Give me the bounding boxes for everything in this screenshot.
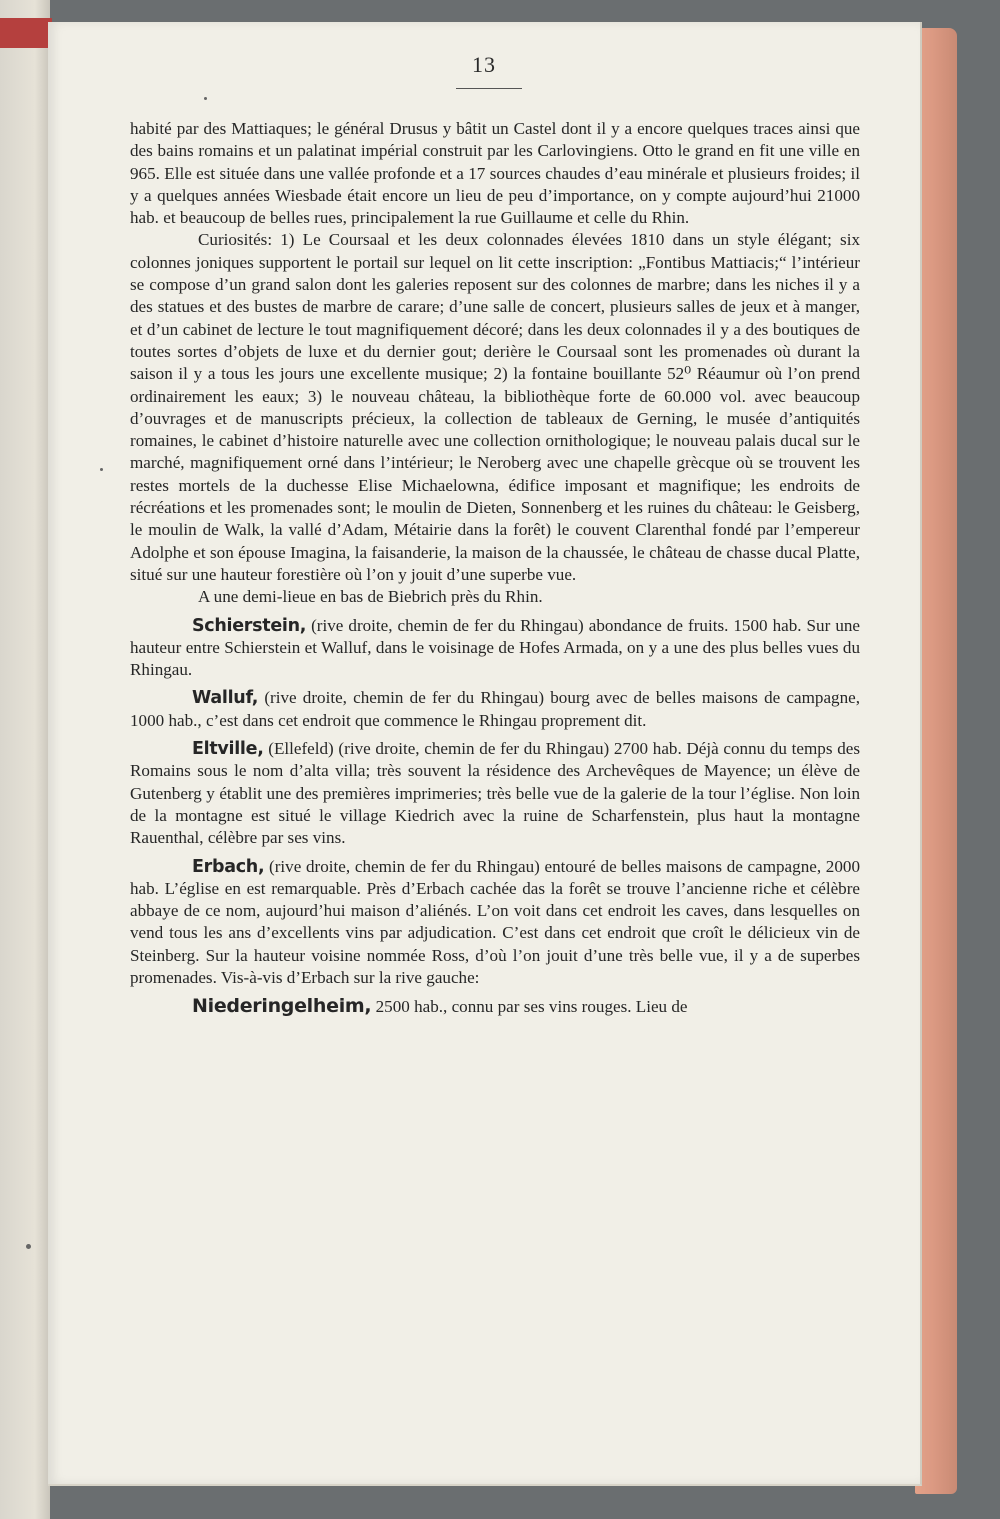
distance-line: A une demi-lieue en bas de Biebrich près du Rhin. xyxy=(198,587,543,607)
entry-text: (rive droite, chemin de fer du Rhingau) abondance de fruits. 1500 hab. Sur une hauteur entre Schierstein et Walluf, dans le voisinage de Hofes Armada, on y a une des plus belles vues du Rhingau. xyxy=(130,615,860,680)
curiosites-paragraph: Curiosités: 1) Le Coursaal et les deux colonnades élevées 1810 dans un style élégant; six colonnes joniques supportent le portail sur lequel on lit cette inscription: „Fontibus Mattiacis;“ l’intérieur se compose d’un grand salon dont les galeries reposent sur des colonnes de marbre; dans les niches il y a des statues et des bustes de marbre de carare; d’une salle de concert, plusieurs salles de jeux et à manger, et d’un cabinet de lecture le tout magnifiquement décoré; dans les deux colonnades il y a des boutiques de toutes sortes d’objets de luxe et du dernier gout; derière le Coursaal sont les promenades où durant la saison il y a tous les jours une excellente musique; 2) la fontaine bouillante 52⁰ Réaumur où l’on prend ordinairement les eaux; 3) le nouveau château, la bibliothèque forte de 60.000 vol. avec beaucoup d’ouvrages et de manuscripts précieux, la collection de tableaux de Gerning, le musée d’antiquités romaines, le cabinet d’histoire naturelle avec une collection ornithologique; le nouveau palais ducal sur le marché, magnifiquement orné dans l’intérieur; le Neroberg avec une chapelle grècque où se trouvent les restes mortels de la duchesse Elise Michaelowna, édifice imposant et magnifique; les endroits de récréations et les promenades sont; le moulin de Dieten, Sonnenberg et les ruines du château: le Geisberg, le moulin de Walk, la vallé d’Adam, Métairie dans la forêt) le couvent Clarenthal fondé par l’empereur Adolphe et son épouse Imagina, la faisanderie, la maison de la chaussée, le château de chasse ducal Platte, situé sur une hauteur forestière où l’on y jouit d’une superbe vue. xyxy=(130,230,860,584)
entry-walluf xyxy=(130,687,860,732)
entry-schierstein xyxy=(130,615,860,682)
place-name: Niederingelheim, xyxy=(192,995,372,1018)
entry-erbach xyxy=(130,856,860,990)
paper-speck xyxy=(26,1244,31,1249)
book-page xyxy=(48,22,922,1486)
page-body xyxy=(130,118,860,1019)
place-name: Schierstein, xyxy=(192,615,307,636)
entry-text: (rive droite, chemin de fer du Rhingau) entouré de belles maisons de campagne, 2000 hab. L’église en est remarquable. Près d’Erbach cachée das la forêt se trouve l’ancienne riche et célèbre abbaye de ce nom, aujourd’hui maison d’aliénés. L’on voit dans cet endroit les caves, dans lesquelles on vend tous les ans d’excellents vins par adjudication. C’est dans cet endroit que croît le délicieux vin de Steinberg. Sur la hauteur voisine nommée Ross, d’où l’on jouit d’une très belle vue, il y a de superbes promenades. Vis-à-vis d’Erbach sur la rive gauche: xyxy=(130,856,860,987)
entry-text: (Ellefeld) (rive droite, chemin de fer du Rhingau) 2700 hab. Déjà connu du temps des Romains sous le nom d’alta villa; très souvent la résidence des Archevêques de Mayence; un élève de Gutenberg y établit une des premières imprimeries; très belle vue de la galerie de la tour l’église. Non loin de la montagne est situé le village Kiedrich avec la ruine de Scharfenstein, plus haut la montagne Rauenthal, célèbre par ses vins. xyxy=(130,739,860,848)
paper-speck xyxy=(204,97,207,100)
entry-text: (rive droite, chemin de fer du Rhingau) bourg avec de belles maisons de campagne, 1000 hab., c’est dans cet endroit que commence le Rhingau proprement dit. xyxy=(130,688,860,730)
intro-paragraph: habité par des Mattiaques; le général Drusus y bâtit un Castel dont il y a encore quelques traces ainsi que des bains romains et un palatinat impérial construit par les Carlovingiens. Otto le grand en fit une ville en 965. Elle est située dans une vallée profonde et a 17 sources chaudes d’eau minérale et plusieurs froides; il y a quelques années Wiesbade était encore un lieu de peu d’importance, on y compte aujourd’hui 21000 hab. et beaucoup de belles rues, principalement la rue Guillaume et celle du Rhin. xyxy=(130,119,860,228)
binding-strip xyxy=(0,18,52,48)
facing-page-edge xyxy=(0,0,50,1519)
place-name: Walluf, xyxy=(192,688,259,709)
place-name: Eltville, xyxy=(192,739,264,760)
header-rule xyxy=(456,88,522,89)
page-number: 13 xyxy=(472,52,496,77)
place-name: Erbach, xyxy=(192,856,265,877)
entry-eltville xyxy=(130,738,860,849)
entry-text: 2500 hab., connu par ses vins rouges. Lieu de xyxy=(371,997,688,1017)
entry-niederingelheim xyxy=(130,995,860,1018)
paper-speck xyxy=(100,468,103,471)
